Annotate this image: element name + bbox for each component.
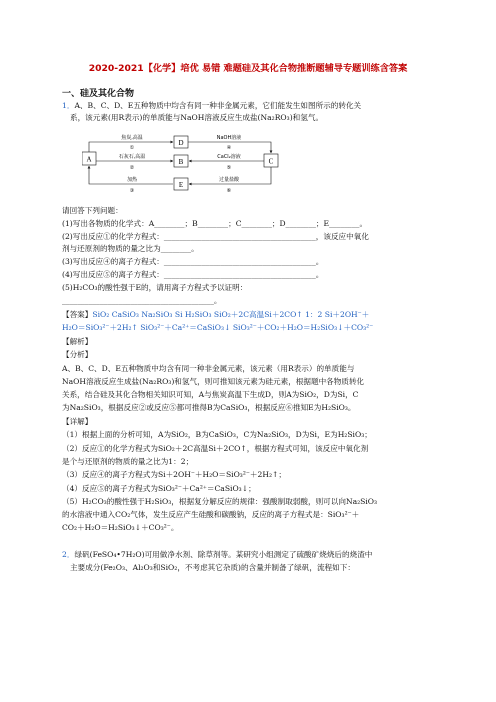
q1-stem-text1: A、B、C、D、E五种物质中均含有同一种非金属元素，它们能发生如图所示的转化关 (74, 101, 362, 110)
label-bc-num: ⑤ (226, 165, 232, 171)
label-ae: 加热 (126, 177, 138, 183)
detail-line5a: （5）H₂CO₃的酸性强于H₂SiO₃，根据复分解反应的规律：强酸制取弱酸，则可以向Na₂SiO₃ (62, 497, 378, 506)
label-ce: 过量盐酸 (218, 177, 240, 183)
box-c-label: C (268, 157, 274, 166)
label-dc-num: ④ (226, 145, 232, 151)
analysis-line4: 为Na₂SiO₃，根据反应②或反应⑤都可推得B为CaSiO₃，根据反应⑥推知E为H₂SiO₃。 (62, 403, 356, 412)
label-ad-num: ① (129, 145, 135, 151)
q1-sub2a: (2)写出反应①的化学方程式：________________________________________，该反应中氧化 (62, 232, 369, 241)
box-d-label: D (178, 139, 184, 147)
reaction-diagram (82, 134, 282, 196)
q2-number: 2． (62, 550, 75, 559)
answer-text1: SiO₂ CaSiO₃ Na₂SiO₃ Si H₂SiO₃ SiO₂＋2C高温Si＋2CO↑ 1：2 Si＋2OH⁻＋ (92, 310, 370, 319)
label-ce-num: ⑥ (226, 188, 232, 194)
label-bc: CaCl₂溶液 (217, 154, 241, 160)
label-dc: NaOH溶液 (216, 135, 242, 141)
jiexi-label: 【解析】 (62, 337, 93, 346)
detail-line4: （4）反应⑤的离子方程式为SiO₃²⁻＋Ca²⁺＝CaSiO₃↓； (62, 484, 256, 493)
q1-stem-line2: 系，该元素(用R表示)的单质能与NaOH溶液反应生成盐(Na₂RO₃)和氢气。 (70, 113, 324, 122)
analysis-line1: A、B、C、D、E五种物质中均含有同一种非金属元素，该元素（用R表示）的单质能与 (62, 364, 355, 373)
box-e-label: E (178, 181, 184, 189)
q2-line1 (62, 550, 372, 560)
box-a-label: A (86, 155, 92, 164)
label-ad: 焦炭,高温 (121, 135, 143, 141)
analysis-line3: 关系，结合硅及其化合物相关知识可知，A与焦炭高温下生成D，则A为SiO₂，D为Si，C (62, 390, 359, 399)
q1-sub1: (1)写出各物质的化学式：A________；B________；C________；D________；E________。 (62, 219, 368, 228)
q2-text1: 绿矾(FeSO₄•7H₂O)可用做净水剂、除草剂等。某研究小组测定了硫酸矿烧烧后的烧渣中 (74, 550, 373, 559)
detail-line1: （1）根据上面的分析可知，A为SiO₂，B为CaSiO₃，C为Na₂SiO₃，D为Si，E为H₂SiO₃； (62, 430, 372, 439)
q1-sub2b: 剂与还原剂的物质的量之比为________。 (62, 244, 199, 253)
q1-sub4: (4)写出反应⑤的离子方程式：________________________________________。 (62, 270, 324, 279)
document-title: 2020-2021【化学】培优 易错 难题硅及其化合物推断题辅导专题训练含答案 (88, 63, 408, 74)
detail-line3: （3）反应④的离子方程式为Si＋2OH⁻＋H₂O＝SiO₃²⁻＋2H₂↑； (62, 470, 286, 479)
q1-answer-line1 (62, 310, 369, 320)
q1-number: 1． (62, 101, 75, 110)
label-ab: 石灰石,高温 (118, 154, 146, 160)
box-b-label: B (178, 158, 184, 166)
xiangjie-label: 【详解】 (62, 417, 93, 426)
detail-line5b: 的水溶液中通入CO₂气体，发生反应产生硅酸和碳酸钠，反应的离子方程式是：SiO₃²⁻＋ (62, 510, 360, 519)
q1-stem-line1 (62, 101, 361, 111)
q2-line2: 主要成分(Fe₂O₃、Al₂O₃和SiO₂，不考虑其它杂质)的含量并制备了绿矾，流程如下： (70, 563, 355, 572)
answer-label: 【答案】 (62, 310, 93, 319)
fenxi-label: 【分析】 (62, 350, 93, 359)
detail-line5c: CO₂＋H₂O＝H₂SiO₃↓＋CO₃²⁻。 (62, 523, 179, 532)
label-ae-num: ③ (129, 188, 135, 194)
section-heading: 一、硅及其化合物 (62, 89, 135, 99)
q1-answer-line2: H₂O＝SiO₃²⁻＋2H₂↑ SiO₃²⁻＋Ca²⁺＝CaSiO₃↓ SiO₃²⁻＋CO₂＋H₂O＝H₂SiO₃↓＋CO₃²⁻ (62, 323, 374, 332)
q1-prompt: 请回答下列问题： (62, 206, 123, 215)
detail-line2a: （2）反应①的化学方程式为SiO₂＋2C高温Si＋2CO↑，根据方程式可知，该反应中氧化剂 (62, 444, 369, 453)
label-ab-num: ② (129, 165, 135, 171)
q1-sub5b: ________________________________________。 (62, 296, 222, 305)
analysis-line2: NaOH溶液反应生成盐(Na₂RO₃)和氢气，则可推知该元素为硅元素，根据题中各物质转化 (62, 377, 365, 386)
q1-sub5a: (5)H₂CO₃的酸性强于E的，请用离子方程式予以证明： (62, 283, 248, 292)
detail-line2b: 是个与还原剂的物质的量之比为1：2； (62, 457, 194, 466)
q1-sub3: (3)写出反应④的离子方程式：________________________________________。 (62, 257, 324, 266)
